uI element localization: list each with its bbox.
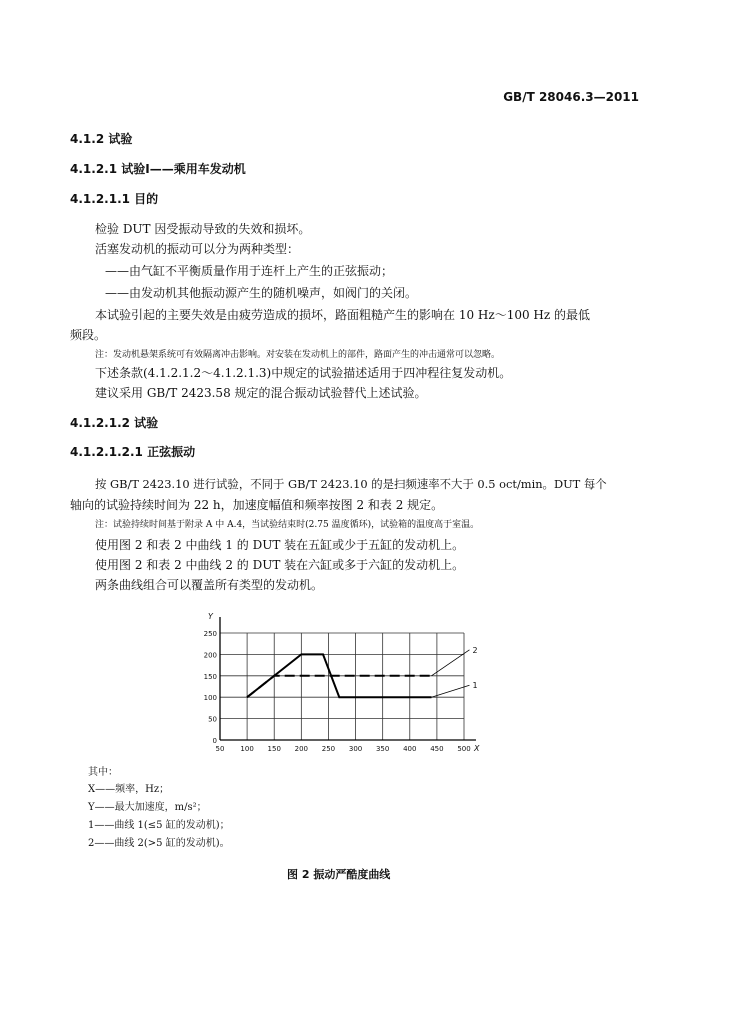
curve-2-label: 2 (472, 645, 478, 655)
legend-x: X——频率，Hz； (88, 784, 170, 795)
y-tick-label: 250 (203, 630, 217, 638)
y-axis-label: Y (208, 612, 213, 621)
vibration-severity-chart (190, 605, 520, 760)
figure-caption: 图 2 振动严酷度曲线 (287, 868, 391, 881)
test-paragraph-2: 使用图 2 和表 2 中曲线 1 的 DUT 装在五缸或少于五缸的发动机上。 (95, 538, 465, 552)
x-tick-label: 300 (348, 745, 363, 753)
section-4-1-2-1: 4.1.2.1 试验Ⅰ——乘用车发动机 (70, 162, 246, 176)
x-tick-label: 450 (430, 745, 444, 753)
y-tick-label: 100 (203, 694, 217, 703)
document-code: GB/T 28046.3—2011 (503, 90, 639, 104)
test-paragraph-1-cont: 轴向的试验持续时间为 22 h，加速度幅值和频率按图 2 和表 2 规定。 (70, 498, 444, 512)
x-axis-label: X (474, 744, 480, 753)
x-tick-label: 500 (457, 745, 471, 753)
purpose-paragraph-3: 本试验引起的主要失效是由疲劳造成的损坏，路面粗糙产生的影响在 10 Hz～100 Hz 的最低 (95, 308, 591, 322)
section-4-1-2-1-2: 4.1.2.1.2 试验 (70, 416, 159, 430)
legend-curve-2: 2——曲线 2(>5 缸的发动机)。 (88, 838, 230, 849)
purpose-paragraph-1: 检验 DUT 因受振动导致的失效和损坏。 (95, 222, 311, 236)
purpose-note: 注：发动机悬架系统可有效隔离冲击影响。对安装在发动机上的部件，路面产生的冲击通常可以忽略。 (95, 350, 501, 360)
x-tick-label: 250 (321, 745, 336, 753)
purpose-paragraph-2: 活塞发动机的振动可以分为两种类型： (95, 242, 300, 256)
x-tick-label: 350 (375, 745, 390, 753)
section-4-1-2-1-2-1: 4.1.2.1.2.1 正弦振动 (70, 445, 196, 459)
x-tick-label: 50 (215, 745, 225, 753)
chart-series (247, 650, 469, 697)
x-tick-label: 200 (294, 745, 309, 753)
legend-y: Y——最大加速度，m/s²； (88, 802, 207, 813)
x-tick-label: 150 (267, 745, 281, 753)
legend-curve-1: 1——曲线 1(≤5 缸的发动机)； (88, 820, 230, 831)
curve-2-line (247, 676, 431, 697)
purpose-list-item-1: ——由气缸不平衡质量作用于连杆上产生的正弦振动； (105, 264, 394, 278)
legend-title: 其中： (88, 767, 118, 778)
y-tick-label: 200 (203, 651, 217, 660)
purpose-paragraph-5: 建议采用 GB/T 2423.58 规定的混合振动试验替代上述试验。 (95, 386, 427, 400)
test-paragraph-1: 按 GB/T 2423.10 进行试验，不同于 GB/T 2423.10 的是扫频速率不大于 0.5 oct/min。DUT 每个 (95, 477, 607, 491)
section-4-1-2: 4.1.2 试验 (70, 132, 133, 146)
chart-grid (220, 617, 476, 740)
purpose-paragraph-3-cont: 频段。 (70, 328, 107, 342)
y-tick-label: 150 (203, 672, 217, 681)
test-paragraph-3: 使用图 2 和表 2 中曲线 2 的 DUT 装在六缸或多于六缸的发动机上。 (95, 558, 465, 572)
curve-1-label: 1 (472, 681, 478, 691)
x-tick-label: 400 (403, 745, 417, 753)
test-paragraph-4: 两条曲线组合可以覆盖所有类型的发动机。 (95, 578, 324, 592)
purpose-paragraph-4: 下述条款(4.1.2.1.2～4.1.2.1.3)中规定的试验描述适用于四冲程往复发动机。 (95, 366, 512, 380)
section-4-1-2-1-1: 4.1.2.1.1 目的 (70, 192, 159, 206)
x-tick-label: 100 (240, 745, 254, 753)
y-tick-label: 50 (208, 715, 217, 724)
purpose-list-item-2: ——由发动机其他振动源产生的随机噪声，如阀门的关闭。 (105, 286, 418, 300)
test-note: 注：试验持续时间基于附录 A 中 A.4，当试验结束时(2.75 温度循环)，试验箱的温度高于室温。 (95, 520, 480, 530)
y-tick-label: 0 (212, 737, 217, 745)
